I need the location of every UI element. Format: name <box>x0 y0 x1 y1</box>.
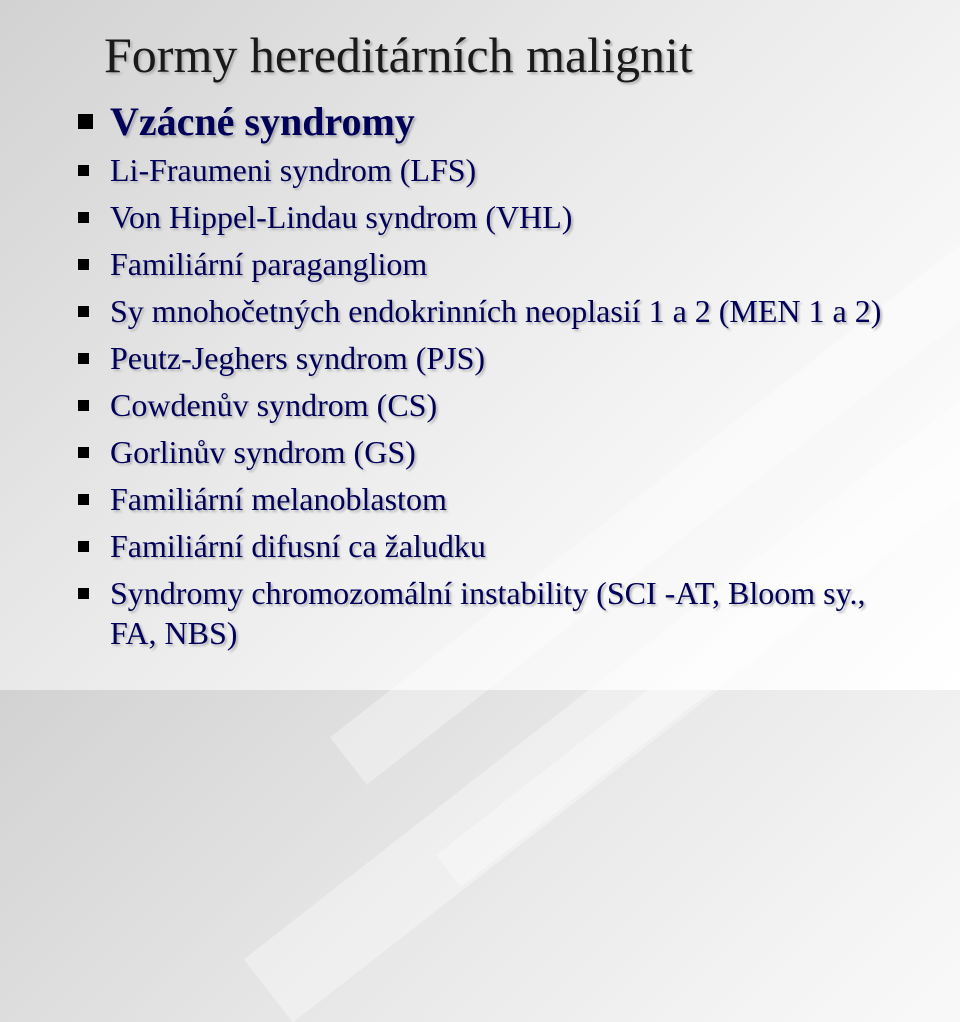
list-item <box>78 526 938 566</box>
list-item <box>78 385 938 425</box>
square-bullet-icon <box>78 400 89 411</box>
square-bullet-icon <box>78 353 89 364</box>
square-bullet-icon <box>78 114 93 129</box>
list-item <box>78 338 938 378</box>
section-heading <box>78 98 415 145</box>
list-item <box>78 244 938 284</box>
square-bullet-icon <box>78 306 89 317</box>
list-item-text: Familiární melanoblastom <box>110 481 447 517</box>
square-bullet-icon <box>78 588 89 599</box>
list-item-text: Peutz-Jeghers syndrom (PJS) <box>110 340 486 376</box>
list-item-text: Sy mnohočetných endokrinních neoplasií 1 a 2 (MEN 1 a 2) <box>110 293 882 329</box>
square-bullet-icon <box>78 259 89 270</box>
section-heading-text: Vzácné syndromy <box>110 99 415 144</box>
list-item <box>78 150 938 190</box>
list-item <box>78 573 938 653</box>
slide-title: Formy hereditárních malignit <box>104 27 693 83</box>
square-bullet-icon <box>78 212 89 223</box>
square-bullet-icon <box>78 494 89 505</box>
list-item-text: Syndromy chromozomální instability (SCI -AT, Bloom sy., FA, NBS) <box>110 575 866 651</box>
square-bullet-icon <box>78 541 89 552</box>
list-item <box>78 291 938 331</box>
square-bullet-icon <box>78 165 89 176</box>
list-item-text: Von Hippel-Lindau syndrom (VHL) <box>110 199 573 235</box>
list-item <box>78 432 938 472</box>
list-item-text: Cowdenův syndrom (CS) <box>110 387 438 423</box>
list-item-text: Familiární paragangliom <box>110 246 428 282</box>
syndrome-list <box>78 150 938 660</box>
list-item-text: Gorlinův syndrom (GS) <box>110 434 416 470</box>
list-item <box>78 479 938 519</box>
list-item <box>78 197 938 237</box>
list-item-text: Li-Fraumeni syndrom (LFS) <box>110 152 477 188</box>
list-item-text: Familiární difusní ca žaludku <box>110 528 486 564</box>
square-bullet-icon <box>78 447 89 458</box>
